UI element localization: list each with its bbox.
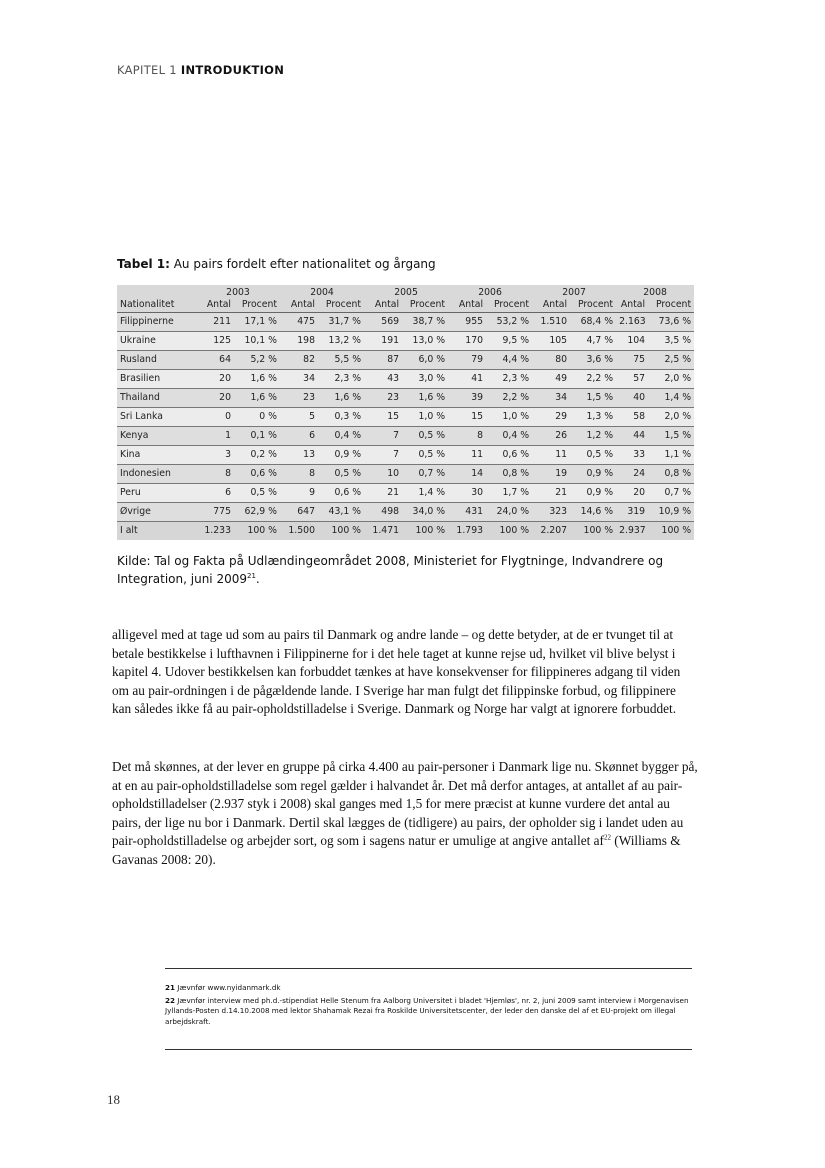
table-source bbox=[117, 552, 697, 588]
count-cell: 11 bbox=[448, 446, 486, 465]
percent-header-2005: Procent bbox=[402, 298, 448, 313]
percent-cell: 1,6 % bbox=[402, 389, 448, 408]
table-row bbox=[117, 313, 694, 332]
count-cell: 7 bbox=[364, 427, 402, 446]
year-header-2007: 2007 bbox=[532, 285, 616, 298]
count-cell: 3 bbox=[196, 446, 234, 465]
table-row bbox=[117, 389, 694, 408]
count-cell: 11 bbox=[532, 446, 570, 465]
count-cell: 775 bbox=[196, 503, 234, 522]
percent-cell: 0,5 % bbox=[234, 484, 280, 503]
percent-cell: 38,7 % bbox=[402, 313, 448, 332]
count-cell: 569 bbox=[364, 313, 402, 332]
nationality-cell: Ukraine bbox=[117, 332, 196, 351]
percent-cell: 0,9 % bbox=[318, 446, 364, 465]
percent-header-2004: Procent bbox=[318, 298, 364, 313]
count-header-2003: Antal bbox=[196, 298, 234, 313]
percent-cell: 100 % bbox=[648, 522, 694, 541]
percent-cell: 0 % bbox=[234, 408, 280, 427]
percent-cell: 1,5 % bbox=[570, 389, 616, 408]
percent-header-2008: Procent bbox=[648, 298, 694, 313]
count-cell: 15 bbox=[364, 408, 402, 427]
column-header-row bbox=[117, 298, 694, 313]
percent-cell: 62,9 % bbox=[234, 503, 280, 522]
source-footnote-ref[interactable]: 21 bbox=[246, 572, 256, 580]
count-cell: 21 bbox=[532, 484, 570, 503]
count-cell: 104 bbox=[616, 332, 648, 351]
table-caption bbox=[117, 257, 436, 271]
footnote-21 bbox=[165, 983, 695, 994]
percent-cell: 5,5 % bbox=[318, 351, 364, 370]
percent-cell: 2,0 % bbox=[648, 370, 694, 389]
percent-cell: 0,2 % bbox=[234, 446, 280, 465]
percent-cell: 1,3 % bbox=[570, 408, 616, 427]
percent-cell: 1,6 % bbox=[318, 389, 364, 408]
percent-cell: 6,0 % bbox=[402, 351, 448, 370]
count-cell: 1.471 bbox=[364, 522, 402, 541]
footnotes bbox=[165, 983, 695, 1029]
percent-cell: 0,7 % bbox=[648, 484, 694, 503]
count-cell: 13 bbox=[280, 446, 318, 465]
percent-cell: 0,4 % bbox=[318, 427, 364, 446]
percent-cell: 4,4 % bbox=[486, 351, 532, 370]
percent-cell: 2,2 % bbox=[486, 389, 532, 408]
count-header-2005: Antal bbox=[364, 298, 402, 313]
table-row bbox=[117, 427, 694, 446]
percent-cell: 0,8 % bbox=[486, 465, 532, 484]
count-cell: 29 bbox=[532, 408, 570, 427]
percent-cell: 1,4 % bbox=[402, 484, 448, 503]
table-caption-label: Tabel 1: bbox=[117, 257, 170, 271]
count-header-2006: Antal bbox=[448, 298, 486, 313]
count-cell: 9 bbox=[280, 484, 318, 503]
body-paragraph-1: alligevel med at tage ud som au pairs til Danmark og andre lande – og dette betyder, at de er tvunget til at betale bestikkelse i lufthavnen i Filippinerne for i det hele taget at kunne rejse ud, hvilket vil blive belyst i kapitel 4. Udover bestikkelsen kan forbuddet tænkes at have konsekvenser for filippineres adgang til viden om au pair-ordningen i de pågældende lande. I Sverige har man fulgt det filippinske forbud, og filippinere kan således ikke få au pair-opholdstilladelse i Sverige. Danmark og Norge har valgt at ignorere forbuddet. bbox=[112, 627, 681, 717]
footnote-text: Jævnfør www.nyidanmark.dk bbox=[175, 983, 281, 992]
count-cell: 20 bbox=[616, 484, 648, 503]
percent-cell: 100 % bbox=[402, 522, 448, 541]
count-cell: 43 bbox=[364, 370, 402, 389]
count-cell: 170 bbox=[448, 332, 486, 351]
percent-cell: 2,5 % bbox=[648, 351, 694, 370]
count-cell: 2.207 bbox=[532, 522, 570, 541]
count-cell: 75 bbox=[616, 351, 648, 370]
footnote-text: Jævnfør interview med ph.d.-stipendiat Helle Stenum fra Aalborg Universitet i bladet 'Hjemløs', nr. 2, juni 2009 samt interview i Morgenavisen Jyllands-Posten d.14.10.2008 med lektor Shahamak Rezai fra Roskilde Universitetscenter, der leder den danske del af et EU-projekt om illegal arbejdskraft. bbox=[165, 995, 689, 1026]
percent-cell: 100 % bbox=[486, 522, 532, 541]
count-cell: 498 bbox=[364, 503, 402, 522]
paragraph-2-citation: (Williams & Gavanas 2008: 20). bbox=[112, 833, 681, 867]
percent-cell: 0,5 % bbox=[402, 446, 448, 465]
year-header-2003: 2003 bbox=[196, 285, 280, 298]
percent-cell: 10,1 % bbox=[234, 332, 280, 351]
nationality-table bbox=[117, 285, 694, 540]
source-text: Kilde: Tal og Fakta på Udlændingeområdet 2008, Ministeriet for Flygtninge, Indvandrere og Integration, juni 2009 bbox=[117, 554, 664, 586]
percent-cell: 0,3 % bbox=[318, 408, 364, 427]
percent-header-2007: Procent bbox=[570, 298, 616, 313]
table-row bbox=[117, 465, 694, 484]
percent-cell: 1,0 % bbox=[486, 408, 532, 427]
count-cell: 319 bbox=[616, 503, 648, 522]
percent-cell: 3,0 % bbox=[402, 370, 448, 389]
nationality-cell: I alt bbox=[117, 522, 196, 541]
percent-cell: 0,7 % bbox=[402, 465, 448, 484]
count-cell: 1.510 bbox=[532, 313, 570, 332]
count-cell: 323 bbox=[532, 503, 570, 522]
count-cell: 80 bbox=[532, 351, 570, 370]
count-cell: 431 bbox=[448, 503, 486, 522]
percent-cell: 43,1 % bbox=[318, 503, 364, 522]
percent-cell: 1,5 % bbox=[648, 427, 694, 446]
percent-cell: 100 % bbox=[570, 522, 616, 541]
footnote-number: 22 bbox=[165, 995, 176, 1005]
percent-cell: 1,1 % bbox=[648, 446, 694, 465]
nationality-cell: Thailand bbox=[117, 389, 196, 408]
percent-cell: 13,2 % bbox=[318, 332, 364, 351]
percent-cell: 4,7 % bbox=[570, 332, 616, 351]
percent-cell: 0,9 % bbox=[570, 484, 616, 503]
year-header-2005: 2005 bbox=[364, 285, 448, 298]
count-cell: 34 bbox=[532, 389, 570, 408]
count-cell: 24 bbox=[616, 465, 648, 484]
year-header-blank bbox=[117, 285, 196, 298]
count-cell: 20 bbox=[196, 370, 234, 389]
percent-cell: 17,1 % bbox=[234, 313, 280, 332]
data-table bbox=[117, 285, 694, 540]
percent-cell: 0,5 % bbox=[402, 427, 448, 446]
count-cell: 647 bbox=[280, 503, 318, 522]
footnote-number: 21 bbox=[165, 983, 176, 992]
footnote-divider-bottom bbox=[165, 1049, 692, 1050]
source-end: . bbox=[255, 572, 260, 586]
count-cell: 6 bbox=[280, 427, 318, 446]
year-header-2008: 2008 bbox=[616, 285, 694, 298]
count-cell: 87 bbox=[364, 351, 402, 370]
percent-cell: 5,2 % bbox=[234, 351, 280, 370]
percent-cell: 0,1 % bbox=[234, 427, 280, 446]
percent-cell: 0,5 % bbox=[318, 465, 364, 484]
percent-cell: 1,6 % bbox=[234, 370, 280, 389]
percent-cell: 0,8 % bbox=[648, 465, 694, 484]
percent-cell: 3,5 % bbox=[648, 332, 694, 351]
count-cell: 30 bbox=[448, 484, 486, 503]
total-row bbox=[117, 522, 694, 541]
count-cell: 41 bbox=[448, 370, 486, 389]
count-cell: 23 bbox=[280, 389, 318, 408]
footnote-22 bbox=[165, 996, 695, 1028]
count-cell: 21 bbox=[364, 484, 402, 503]
count-cell: 82 bbox=[280, 351, 318, 370]
nationality-cell: Peru bbox=[117, 484, 196, 503]
count-cell: 7 bbox=[364, 446, 402, 465]
nationality-cell: Brasilien bbox=[117, 370, 196, 389]
year-header-2004: 2004 bbox=[280, 285, 364, 298]
count-cell: 198 bbox=[280, 332, 318, 351]
count-cell: 8 bbox=[280, 465, 318, 484]
table-row bbox=[117, 446, 694, 465]
count-cell: 2.163 bbox=[616, 313, 648, 332]
percent-cell: 2,0 % bbox=[648, 408, 694, 427]
count-cell: 105 bbox=[532, 332, 570, 351]
count-cell: 34 bbox=[280, 370, 318, 389]
percent-cell: 10,9 % bbox=[648, 503, 694, 522]
percent-cell: 1,0 % bbox=[402, 408, 448, 427]
percent-header-2006: Procent bbox=[486, 298, 532, 313]
count-cell: 475 bbox=[280, 313, 318, 332]
count-cell: 191 bbox=[364, 332, 402, 351]
percent-cell: 1,6 % bbox=[234, 389, 280, 408]
count-cell: 10 bbox=[364, 465, 402, 484]
percent-cell: 9,5 % bbox=[486, 332, 532, 351]
count-cell: 1.793 bbox=[448, 522, 486, 541]
count-cell: 33 bbox=[616, 446, 648, 465]
percent-cell: 0,9 % bbox=[570, 465, 616, 484]
percent-cell: 100 % bbox=[234, 522, 280, 541]
percent-cell: 1,2 % bbox=[570, 427, 616, 446]
year-header-row bbox=[117, 285, 694, 298]
percent-cell: 34,0 % bbox=[402, 503, 448, 522]
percent-cell: 100 % bbox=[318, 522, 364, 541]
count-cell: 23 bbox=[364, 389, 402, 408]
nationality-cell: Filippinerne bbox=[117, 313, 196, 332]
nationality-cell: Kenya bbox=[117, 427, 196, 446]
percent-cell: 53,2 % bbox=[486, 313, 532, 332]
table-row bbox=[117, 484, 694, 503]
count-cell: 2.937 bbox=[616, 522, 648, 541]
percent-cell: 0,6 % bbox=[234, 465, 280, 484]
percent-cell: 1,7 % bbox=[486, 484, 532, 503]
percent-cell: 1,4 % bbox=[648, 389, 694, 408]
count-cell: 44 bbox=[616, 427, 648, 446]
paragraph-2-footnote-ref[interactable]: 22 bbox=[603, 833, 611, 842]
count-cell: 26 bbox=[532, 427, 570, 446]
table-row bbox=[117, 351, 694, 370]
running-header bbox=[117, 63, 284, 77]
count-cell: 0 bbox=[196, 408, 234, 427]
count-cell: 64 bbox=[196, 351, 234, 370]
count-cell: 1 bbox=[196, 427, 234, 446]
nationality-cell: Kina bbox=[117, 446, 196, 465]
percent-cell: 68,4 % bbox=[570, 313, 616, 332]
nationality-cell: Rusland bbox=[117, 351, 196, 370]
count-cell: 57 bbox=[616, 370, 648, 389]
nationality-column-header: Nationalitet bbox=[117, 298, 196, 313]
count-cell: 39 bbox=[448, 389, 486, 408]
table-row bbox=[117, 332, 694, 351]
count-cell: 1.233 bbox=[196, 522, 234, 541]
percent-cell: 31,7 % bbox=[318, 313, 364, 332]
percent-cell: 0,6 % bbox=[318, 484, 364, 503]
count-cell: 49 bbox=[532, 370, 570, 389]
percent-cell: 13,0 % bbox=[402, 332, 448, 351]
section-title: INTRODUKTION bbox=[180, 63, 285, 77]
page-number: 18 bbox=[107, 1092, 120, 1107]
count-cell: 5 bbox=[280, 408, 318, 427]
percent-header-2003: Procent bbox=[234, 298, 280, 313]
count-cell: 955 bbox=[448, 313, 486, 332]
percent-cell: 3,6 % bbox=[570, 351, 616, 370]
year-header-2006: 2006 bbox=[448, 285, 532, 298]
percent-cell: 2,2 % bbox=[570, 370, 616, 389]
nationality-cell: Indonesien bbox=[117, 465, 196, 484]
table-row bbox=[117, 408, 694, 427]
percent-cell: 0,6 % bbox=[486, 446, 532, 465]
count-header-2008: Antal bbox=[616, 298, 648, 313]
table-caption-text: Au pairs fordelt efter nationalitet og årgang bbox=[169, 257, 436, 271]
table-row bbox=[117, 503, 694, 522]
count-cell: 125 bbox=[196, 332, 234, 351]
count-cell: 1.500 bbox=[280, 522, 318, 541]
count-cell: 211 bbox=[196, 313, 234, 332]
percent-cell: 14,6 % bbox=[570, 503, 616, 522]
chapter-label: KAPITEL 1 bbox=[117, 63, 177, 77]
count-cell: 58 bbox=[616, 408, 648, 427]
count-cell: 15 bbox=[448, 408, 486, 427]
count-header-2004: Antal bbox=[280, 298, 318, 313]
count-cell: 19 bbox=[532, 465, 570, 484]
table-row bbox=[117, 370, 694, 389]
percent-cell: 73,6 % bbox=[648, 313, 694, 332]
nationality-cell: Sri Lanka bbox=[117, 408, 196, 427]
body-paragraph-2 bbox=[112, 758, 698, 870]
count-cell: 8 bbox=[448, 427, 486, 446]
count-cell: 40 bbox=[616, 389, 648, 408]
percent-cell: 2,3 % bbox=[486, 370, 532, 389]
count-header-2007: Antal bbox=[532, 298, 570, 313]
count-cell: 79 bbox=[448, 351, 486, 370]
percent-cell: 24,0 % bbox=[486, 503, 532, 522]
footnote-divider-top bbox=[165, 968, 692, 969]
percent-cell: 2,3 % bbox=[318, 370, 364, 389]
percent-cell: 0,5 % bbox=[570, 446, 616, 465]
count-cell: 6 bbox=[196, 484, 234, 503]
count-cell: 20 bbox=[196, 389, 234, 408]
paragraph-2-text: Det må skønnes, at der lever en gruppe på cirka 4.400 au pair-personer i Danmark lige nu. Skønnet bygger på, at en au pair-opholdstilladelse som regel gælder i halvandet år. Det må derfor antages, at antallet af au pair-opholdstilladelser (2.937 styk i 2008) skal ganges med 1,5 for mere præcist at kunne vurdere det antal au pairs, der lige nu bor i Danmark. Dertil skal lægges de (tidligere) au pairs, der opholder sig i landet uden au pair-opholdstilladelse og arbejder sort, og som i sagens natur er umulige at angive antallet af bbox=[112, 759, 698, 849]
percent-cell: 0,4 % bbox=[486, 427, 532, 446]
count-cell: 14 bbox=[448, 465, 486, 484]
count-cell: 8 bbox=[196, 465, 234, 484]
nationality-cell: Øvrige bbox=[117, 503, 196, 522]
